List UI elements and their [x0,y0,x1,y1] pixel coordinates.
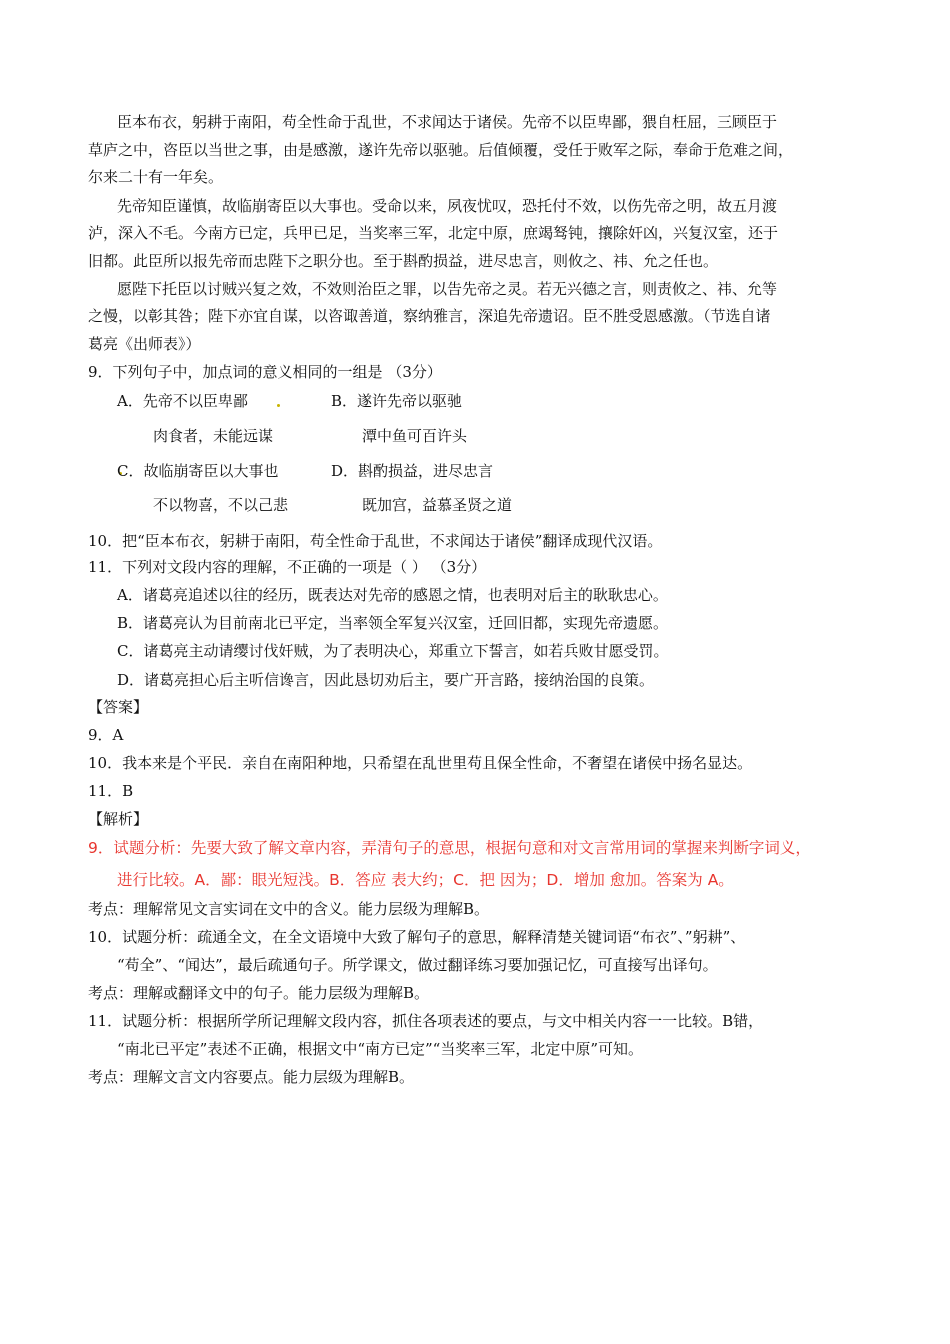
q11-option: B．诸葛亮认为目前南北已平定，当率领全军复兴汉室，迁回旧都，实现先帝遗愿。 [117,614,669,632]
q9-option-a-line1: A．先帝不以臣卑鄙 [117,392,248,410]
kaodian-10: 考点：理解或翻译文中的句子。能力层级为理解B。 [88,984,430,1002]
q11-option: A．诸葛亮追述以往的经历，既表达对先帝的感恩之情，也表明对后主的耿耿忠心。 [117,586,668,604]
passage-line: 草庐之中，咨臣以当世之事，由是感激，遂许先帝以驱驰。后值倾覆，受任于败军之际，奉命于危难之间， [88,141,794,159]
question-11-stem: 11．下列对文段内容的理解，不正确的一项是（ ） （3分） [88,558,487,576]
passage-line: 尔来二十有一年矣。 [88,168,224,186]
answer-line: 10．我本来是个平民．亲自在南阳种地，只希望在乱世里苟且保全性命，不奢望在诸侯中扬名显达。 [88,754,753,772]
q11-option: D．诸葛亮担心后主听信谗言，因此恳切劝后主，要广开言路，接纳治国的良策。 [117,671,655,689]
analysis-11-line: 11．试题分析：根据所学所记理解文段内容，抓住各项表述的要点，与文中相关内容一一比较。B错， [88,1012,764,1030]
passage-line: 葛亮《出师表》） [88,335,201,353]
passage-line: 旧都。此臣所以报先帝而忠陛下之职分也。至于斟酌损益，进尽忠言，则攸之、祎、允之任也。 [88,252,719,270]
q9-option-b-line2: 潭中鱼可百许头 [362,427,468,445]
q9-option-a-line2: 肉食者，未能远谋 [153,427,274,445]
question-9-stem: 9．下列句子中，加点词的意义相同的一组是 （3分） [88,363,442,381]
passage-line: 愿陛下托臣以讨贼兴复之效，不效则治臣之罪，以告先帝之灵。若无兴德之言，则责攸之、祎、允等 [117,280,778,298]
question-10: 10．把“臣本布衣，躬耕于南阳，苟全性命于乱世，不求闻达于诸侯”翻译成现代汉语。 [88,532,663,550]
passage-line: 先帝知臣谨慎，故临崩寄臣以大事也。受命以来，夙夜忧叹，恐托付不效，以伤先帝之明，故五月渡 [117,197,778,215]
passage-line: 泸，深入不毛。今南方已定，兵甲已足，当奖率三军，北定中原，庶竭驽钝，攘除奸凶，兴复汉室，还于 [88,224,779,242]
answer-header: 【答案】 [88,698,149,716]
answer-line: 11．B [88,782,134,800]
kaodian-9: 考点：理解常见文言实词在文中的含义。能力层级为理解B。 [88,900,490,918]
answer-line: 9．A [88,726,124,744]
analysis-9-line: 9．试题分析：先要大致了解文章内容，弄清句子的意思，根据句意和对文言常用词的掌握来判断字词义， [88,839,811,857]
kaodian-11: 考点：理解文言文内容要点。能力层级为理解B。 [88,1068,415,1086]
highlight-dot [277,404,280,407]
q11-option: C．诸葛亮主动请缨讨伐奸贼，为了表明决心，郑重立下誓言，如若兵败甘愿受罚。 [117,642,669,660]
analysis-10-line: “苟全”、“闻达”，最后疏通句子。所学课文，做过翻译练习要加强记忆，可直接写出译句。 [117,956,718,974]
analysis-9-line: 进行比较。A．鄙：眼光短浅。B．答应 表大约；C．把 因为；D．增加 愈加。答案为 A。 [117,871,734,889]
q9-option-c-line1: C．故临崩寄臣以大事也 [117,462,279,480]
analysis-10-line: 10．试题分析：疏通全文，在全文语境中大致了解句子的意思，解释清楚关键词语“布衣”、”躬耕”、 [88,928,746,946]
analysis-11-line: “南北已平定”表述不正确，根据文中“南方已定”“当奖率三军，北定中原”可知。 [117,1040,644,1058]
q9-option-b-line1: B．遂许先帝以驱驰 [331,392,463,410]
q9-option-c-line2: 不以物喜，不以己悲 [153,496,289,514]
passage-line: 之慢，以彰其咎；陛下亦宜自谋，以咨诹善道，察纳雅言，深追先帝遗诏。臣不胜受恩感激。（节选自诸 [88,307,771,325]
passage-line: 臣本布衣，躬耕于南阳，苟全性命于乱世，不求闻达于诸侯。先帝不以臣卑鄙，猥自枉屈，三顾臣于 [117,113,778,131]
q9-option-d-line2: 既加宫，益慕圣贤之道 [362,496,513,514]
analysis-header: 【解析】 [88,810,149,828]
q9-option-d-line1: D．斟酌损益，进尽忠言 [331,462,494,480]
